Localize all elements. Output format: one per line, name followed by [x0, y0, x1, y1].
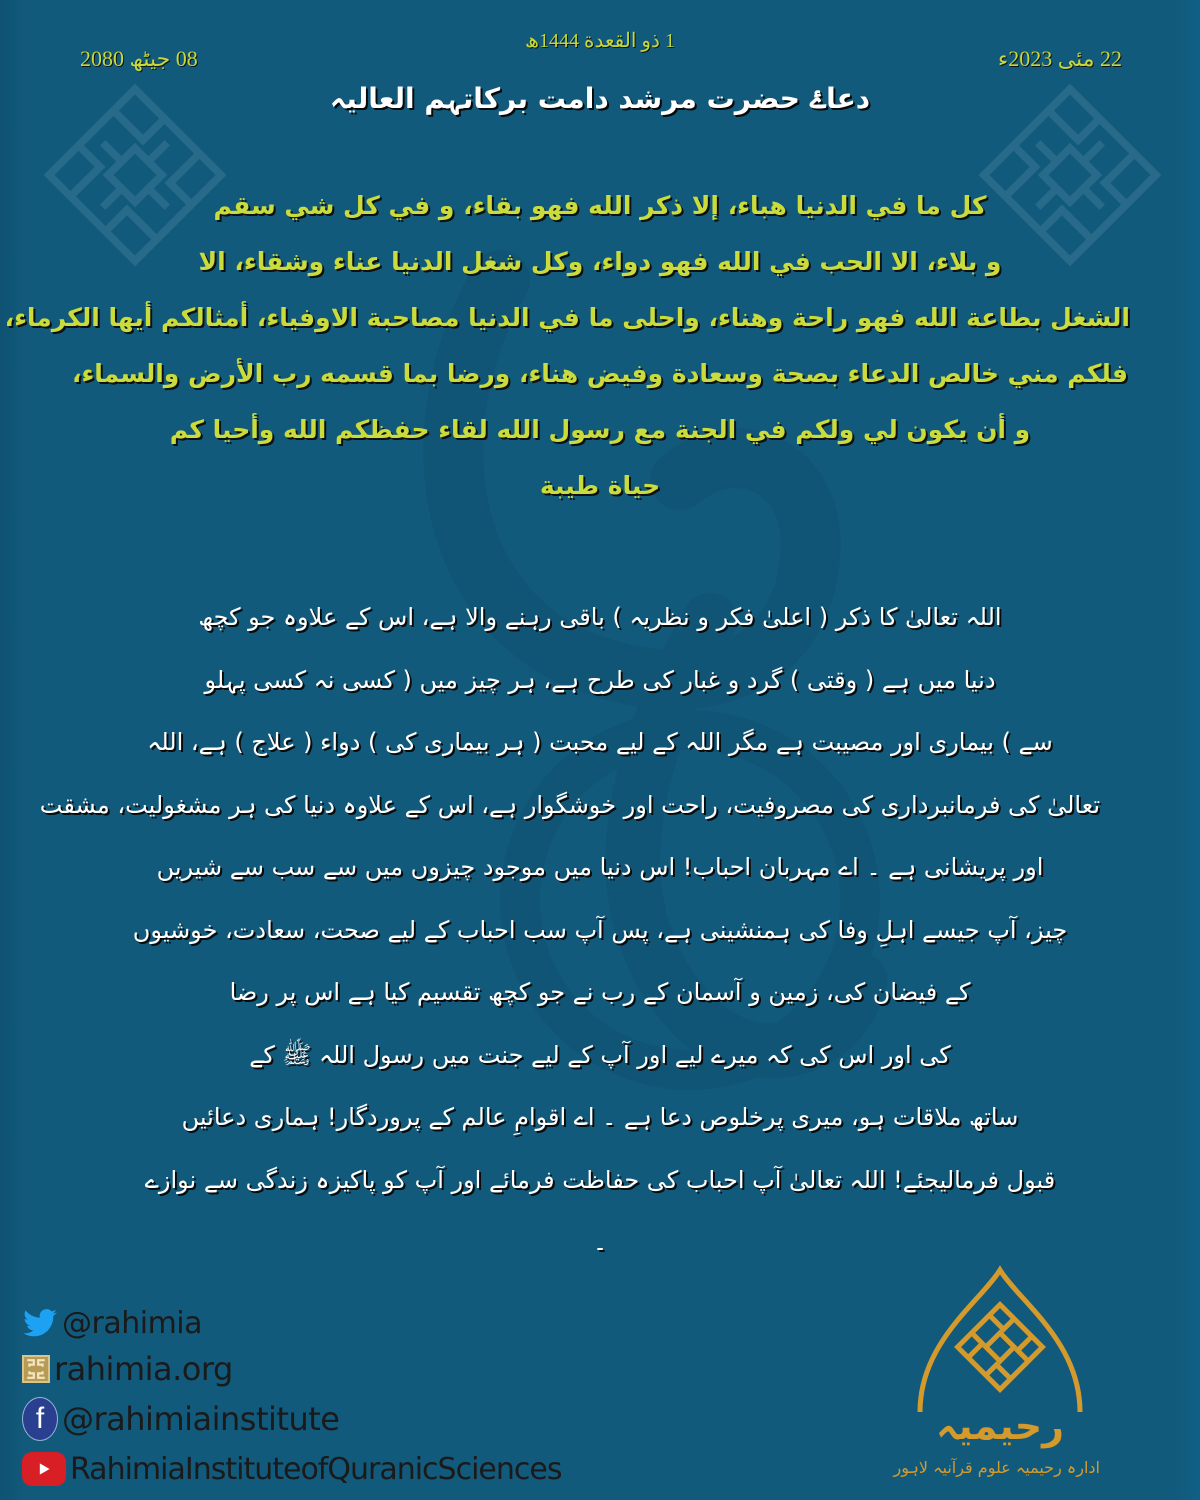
facebook-icon: f: [22, 1397, 58, 1441]
arabic-line: و بلاء، الا الحب في الله فهو دواء، وكل شغل الدنيا عناء وشقاء، الا: [198, 247, 1002, 276]
urdu-line: تعالیٰ کی فرمانبرداری کی مصروفیت، راحت اور خوشگوار ہے، اس کے علاوہ دنیا کی ہر مشغولیت، مشقت: [39, 790, 1100, 819]
urdu-line: کی اور اس کی کہ میرے لیے اور آپ کے لیے جنت میں رسول اللہ ﷺ کے: [249, 1040, 951, 1069]
dome-knot-emblem-icon: [900, 1262, 1100, 1412]
urdu-line: اور پریشانی ہے ۔ اے مہربان احباب! اس دنیا میں موجود چیزوں میں سے سب سے شیریں: [156, 853, 1044, 881]
logo-name: رحیمیہ: [935, 1404, 1065, 1448]
arabic-line: فلكم مني خالص الدعاء بصحة وسعادة وفيض هناء، ورضا بما قسمه رب الأرض والسماء،: [71, 359, 1129, 388]
twitter-link[interactable]: [22, 1302, 561, 1344]
youtube-icon: [22, 1452, 66, 1486]
logo-subtitle: ادارہ رحیمیہ علوم قرآنیہ لاہور: [893, 1458, 1100, 1477]
urdu-line: سے ) بیماری اور مصیبت ہے مگر اللہ کے لیے محبت ( ہر بیماری کی ) دواء ( علاج ) ہے، اللہ: [147, 728, 1053, 756]
website-link[interactable]: [22, 1344, 561, 1394]
arabic-line: كل ما في الدنيا هباء، إلا ذكر الله فهو بقاء، و في كل شي سقم: [213, 191, 987, 220]
urdu-line: اللہ تعالیٰ کا ذکر ( اعلیٰ فکر و نظریہ ) باقی رہنے والا ہے، اس کے علاوہ جو کچھ: [198, 603, 1002, 631]
hijri-date: 1 ذو القعدة 1444ھ: [525, 30, 675, 52]
rahimia-logo: [893, 1262, 1100, 1492]
arabic-supplication: [4, 178, 1130, 514]
urdu-line: ۔: [592, 1228, 608, 1256]
urdu-line: چیز، آپ جیسے اہلِ وفا کی ہمنشینی ہے، پس آپ سب احباب کے لیے صحت، سعادت، خوشیوں: [132, 915, 1068, 944]
social-links: [22, 1302, 561, 1494]
page-title: دعاۓ حضرت مرشد دامت برکاتہم العالیہ: [329, 82, 871, 115]
urdu-line: قبول فرمالیجئے! اللہ تعالیٰ آپ احباب کی حفاظت فرمائے اور آپ کو پاکیزہ زندگی سے نوازے: [144, 1165, 1056, 1194]
twitter-bird-icon: [22, 1308, 58, 1338]
background-edge-right: [1176, 0, 1200, 1500]
rahimia-knot-icon: [22, 1355, 50, 1383]
arabic-line: الشغل بطاعة الله فهو راحة وهناء، واحلى ما في الدنيا مصاحبة الاوفياء، أمثالكم أيها الكرماء،: [4, 303, 1130, 332]
website-url: rahimia.org: [54, 1350, 233, 1388]
urdu-line: کے فیضان کی، زمین و آسمان کے رب نے جو کچھ تقسیم کیا ہے اس پر رضا: [229, 978, 971, 1006]
arabic-line: حياة طيبة: [539, 471, 661, 500]
facebook-handle: @rahimiainstitute: [62, 1400, 340, 1438]
gregorian-date: 22 مئی 2023ء: [997, 46, 1122, 71]
youtube-link[interactable]: [22, 1444, 561, 1494]
arabic-line: و أن يكون لي ولكم في الجنة مع رسول الله لقاء حفظكم الله وأحيا كم: [169, 415, 1031, 444]
urdu-translation: [39, 586, 1100, 1274]
urdu-line: ساتھ ملاقات ہو، میری پرخلوص دعا ہے ۔ اے اقوامِ عالم کے پروردگار! ہماری دعائیں: [181, 1103, 1019, 1131]
twitter-handle: @rahimia: [62, 1305, 203, 1341]
facebook-link[interactable]: [22, 1394, 561, 1444]
urdu-line: دنیا میں ہے ( وقتی ) گرد و غبار کی طرح ہے، ہر چیز میں ( کسی نہ کسی پہلو: [204, 665, 996, 694]
background-edge-left: [0, 0, 28, 1500]
vikram-date: 08 جیٹھ 2080: [80, 46, 198, 71]
youtube-channel: RahimiaInstituteofQuranicSciences: [70, 1451, 562, 1487]
